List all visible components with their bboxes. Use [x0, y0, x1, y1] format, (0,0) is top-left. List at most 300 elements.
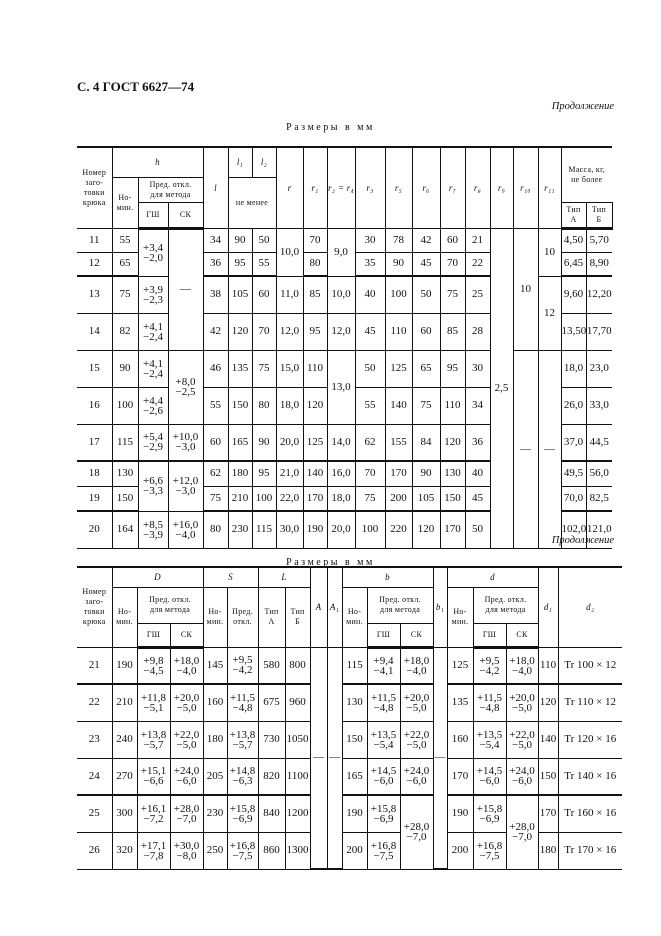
header-b1: b₁: [433, 567, 447, 647]
table-cell: 20,0: [327, 511, 355, 548]
table-cell: —: [310, 647, 327, 869]
table-cell: 800: [285, 647, 310, 684]
table-cell: +4,1 −2,4: [138, 313, 168, 350]
table-cell: 220: [385, 511, 412, 548]
header-r9: r₉: [490, 147, 513, 228]
table-cell: +11,5 −4,8: [473, 684, 506, 721]
table-cell: 100: [355, 511, 385, 548]
header-L: L: [258, 567, 310, 587]
header-r2r4: r₂ = r₄: [327, 147, 355, 228]
table-cell: —: [513, 350, 538, 548]
header-num: Номер заго- товки крюка: [77, 567, 112, 647]
header-sdev: Пред. откл.: [227, 587, 258, 647]
table-cell: 121,0: [586, 511, 612, 548]
blank-number-cell: 12: [77, 252, 112, 276]
table-cell: —: [168, 228, 203, 350]
header-gsh: ГШ: [137, 623, 170, 647]
blank-number-cell: 26: [77, 832, 112, 869]
blank-number-cell: 20: [77, 511, 112, 548]
table-cell: 170: [538, 795, 558, 832]
table-cell: +14,8 −6,3: [227, 758, 258, 795]
table-cell: 105: [412, 486, 440, 511]
header-gsh: ГШ: [367, 623, 400, 647]
table-cell: 110: [385, 313, 412, 350]
table-cell: +9,8 −4,5: [137, 647, 170, 684]
table-cell: 125: [385, 350, 412, 387]
table-cell: 34: [465, 387, 490, 424]
header-r3: r₃: [355, 147, 385, 228]
table-cell: 95: [440, 350, 465, 387]
header-r8: r₈: [465, 147, 490, 228]
table-cell: 60: [440, 228, 465, 252]
table-cell: +3,4 −2,0: [138, 228, 168, 276]
table-cell: 820: [258, 758, 285, 795]
table-cell: 180: [203, 721, 227, 758]
table-cell: 120: [412, 511, 440, 548]
table-cell: 230: [228, 511, 252, 548]
table-cell: 2,5: [490, 228, 513, 548]
header-sk: СК: [400, 623, 433, 647]
table-cell: 110: [303, 350, 327, 387]
table-cell: —: [433, 647, 447, 869]
table-cell: 90: [112, 350, 138, 387]
table-cell: +12,0 −3,0: [168, 461, 203, 511]
table-cell: 320: [112, 832, 137, 869]
table-cell: 164: [112, 511, 138, 548]
table-cell: 70: [440, 252, 465, 276]
table-cell: +24,0 −6,0: [170, 758, 203, 795]
table-cell: 65: [412, 350, 440, 387]
table-cell: 60: [252, 276, 276, 313]
blank-number-cell: 23: [77, 721, 112, 758]
table-cell: 75: [440, 276, 465, 313]
table-cell: 18,0: [561, 350, 586, 387]
table-cell: 55: [112, 228, 138, 252]
table-cell: 130: [112, 461, 138, 486]
table-cell: 150: [440, 486, 465, 511]
table-cell: 12,0: [327, 313, 355, 350]
table-cell: 62: [355, 424, 385, 461]
table-cell: 13,50: [561, 313, 586, 350]
table-cell: 125: [303, 424, 327, 461]
table-cell: 36: [465, 424, 490, 461]
header-d2: d₂: [558, 567, 622, 647]
table-cell: 55: [252, 252, 276, 276]
table-cell: 270: [112, 758, 137, 795]
table-cell: 70: [252, 313, 276, 350]
table-cell: Tr 100 × 12: [558, 647, 622, 684]
header-A1: A₁: [327, 567, 342, 647]
table-cell: 18,0: [276, 387, 303, 424]
table-cell: 75: [252, 350, 276, 387]
table-row: [77, 832, 622, 869]
table-cell: +17,1 −7,8: [137, 832, 170, 869]
blank-number-cell: 17: [77, 424, 112, 461]
header-mass: Масса, кг, не более: [561, 147, 612, 202]
table-cell: 730: [258, 721, 285, 758]
table-cell: 95: [252, 461, 276, 486]
table-cell: +16,8 −7,5: [227, 832, 258, 869]
table-cell: 190: [447, 795, 473, 832]
table-cell: 82,5: [586, 486, 612, 511]
continuation-label: Продолжение: [551, 535, 614, 546]
header-nom: Но- мин.: [112, 587, 137, 647]
table-cell: 90: [228, 228, 252, 252]
header-dev: Пред. откл. для метода: [473, 587, 538, 623]
table-row: [77, 684, 622, 721]
table-cell: +18,0 −4,0: [170, 647, 203, 684]
table-cell: 130: [440, 461, 465, 486]
table-cell: 180: [228, 461, 252, 486]
table-cell: 42: [203, 313, 228, 350]
table-cell: 10: [513, 228, 538, 350]
table-cell: 85: [440, 313, 465, 350]
table-cell: 80: [203, 511, 228, 548]
table-cell: 155: [385, 424, 412, 461]
blank-number-cell: 19: [77, 486, 112, 511]
table-cell: 28: [465, 313, 490, 350]
table-cell: 44,5: [586, 424, 612, 461]
blank-number-cell: 22: [77, 684, 112, 721]
table-cell: —: [538, 350, 561, 548]
table-cell: 70,0: [561, 486, 586, 511]
header-dev: Пред. откл. для метода: [138, 177, 203, 202]
table-cell: —: [327, 647, 342, 869]
table-cell: 33,0: [586, 387, 612, 424]
table-cell: 49,5: [561, 461, 586, 486]
table-cell: 21: [465, 228, 490, 252]
table-cell: +9,4 −4,1: [367, 647, 400, 684]
header-gsh: ГШ: [138, 202, 168, 228]
table-cell: 46: [203, 350, 228, 387]
table-cell: 150: [228, 387, 252, 424]
table-cell: 102,0: [561, 511, 586, 548]
table-cell: 55: [203, 387, 228, 424]
table-cell: 13,0: [327, 350, 355, 424]
table-cell: 4,50: [561, 228, 586, 252]
table-cell: 140: [385, 387, 412, 424]
header-typeB: Тип Б: [285, 587, 310, 647]
table-cell: 170: [447, 758, 473, 795]
table-cell: 37,0: [561, 424, 586, 461]
table-cell: 160: [203, 684, 227, 721]
table-cell: 145: [203, 647, 227, 684]
table-cell: 170: [303, 486, 327, 511]
table-cell: 120: [538, 684, 558, 721]
table-cell: 190: [303, 511, 327, 548]
header-nom: Но- мин.: [342, 587, 367, 647]
header-S: S: [203, 567, 258, 587]
table-cell: 42: [412, 228, 440, 252]
table-cell: 26,0: [561, 387, 586, 424]
table-cell: 150: [112, 486, 138, 511]
table-cell: +15,1 −6,6: [137, 758, 170, 795]
page-title: С. 4 ГОСТ 6627—74: [77, 79, 195, 94]
table-cell: 75: [355, 486, 385, 511]
table-cell: 40: [465, 461, 490, 486]
table-cell: 580: [258, 647, 285, 684]
header-d: d: [447, 567, 538, 587]
table-cell: +22,0 −5,0: [400, 721, 433, 758]
header-typeA: Тип А: [258, 587, 285, 647]
table-cell: 18,0: [327, 486, 355, 511]
table-cell: +28,0 −7,0: [506, 795, 538, 869]
table-cell: +24,0 −6,0: [400, 758, 433, 795]
table-cell: 120: [440, 424, 465, 461]
table-cell: 75: [112, 276, 138, 313]
table-cell: 150: [342, 721, 367, 758]
table-row: [77, 758, 622, 795]
table-cell: 170: [385, 461, 412, 486]
table-cell: 50: [252, 228, 276, 252]
table-cell: 840: [258, 795, 285, 832]
table-cell: +16,1 −7,2: [137, 795, 170, 832]
header-num: Номер заго- товки крюка: [77, 147, 112, 228]
table-cell: 30,0: [276, 511, 303, 548]
table-cell: 38: [203, 276, 228, 313]
table-cell: 160: [447, 721, 473, 758]
table-cell: 78: [385, 228, 412, 252]
table-cell: 50: [465, 511, 490, 548]
dimensions-table-1: [77, 146, 613, 549]
table-cell: 135: [447, 684, 473, 721]
table-cell: 90: [385, 252, 412, 276]
table-cell: +11,8 −5,1: [137, 684, 170, 721]
table-row: [77, 647, 622, 684]
header-dev: Пред. откл. для метода: [137, 587, 203, 623]
header-l1: l₁: [228, 147, 252, 177]
table-cell: 12,20: [586, 276, 612, 313]
table-cell: 190: [112, 647, 137, 684]
table-cell: 75: [203, 486, 228, 511]
header-A: A: [310, 567, 327, 647]
header-typeB: Тип Б: [586, 202, 612, 228]
table-cell: 115: [342, 647, 367, 684]
header-r5: r₅: [385, 147, 412, 228]
table-cell: 36: [203, 252, 228, 276]
table-cell: +24,0 −6,0: [506, 758, 538, 795]
table-cell: +13,5 −5,4: [367, 721, 400, 758]
table-cell: 115: [112, 424, 138, 461]
table-cell: 55: [355, 387, 385, 424]
table-cell: +11,5 −4,8: [227, 684, 258, 721]
table-cell: +20,0 −5,0: [506, 684, 538, 721]
table-cell: 17,70: [586, 313, 612, 350]
table-cell: 45: [355, 313, 385, 350]
table-cell: 85: [303, 276, 327, 313]
table-cell: 22,0: [276, 486, 303, 511]
table-cell: +11,5 −4,8: [367, 684, 400, 721]
table-cell: 60: [203, 424, 228, 461]
table-cell: +28,0 −7,0: [170, 795, 203, 832]
table-cell: Tr 120 × 16: [558, 721, 622, 758]
header-typeA: Тип А: [561, 202, 586, 228]
table-cell: 60: [412, 313, 440, 350]
table-cell: 125: [447, 647, 473, 684]
table-cell: 300: [112, 795, 137, 832]
table-cell: 240: [112, 721, 137, 758]
blank-number-cell: 24: [77, 758, 112, 795]
table-cell: 80: [252, 387, 276, 424]
continuation-label: Продолжение: [551, 101, 614, 112]
blank-number-cell: 14: [77, 313, 112, 350]
dimensions-note: Размеры в мм: [286, 122, 375, 133]
table-cell: 230: [203, 795, 227, 832]
table-cell: 15,0: [276, 350, 303, 387]
table-cell: 105: [228, 276, 252, 313]
table-cell: 140: [538, 721, 558, 758]
table-cell: +3,9 −2,3: [138, 276, 168, 313]
table-cell: +14,5 −6,0: [367, 758, 400, 795]
header-D: D: [112, 567, 203, 587]
table-cell: 150: [538, 758, 558, 795]
table-cell: 110: [440, 387, 465, 424]
table-cell: +28,0 −7,0: [400, 795, 433, 869]
table-cell: 30: [465, 350, 490, 387]
table-row: [77, 350, 612, 387]
table-cell: 180: [538, 832, 558, 869]
table-cell: 210: [228, 486, 252, 511]
table-cell: 56,0: [586, 461, 612, 486]
table-cell: 34: [203, 228, 228, 252]
table-cell: +16,8 −7,5: [473, 832, 506, 869]
table-cell: 12,0: [276, 313, 303, 350]
table-cell: 960: [285, 684, 310, 721]
table-cell: 8,90: [586, 252, 612, 276]
header-d1: d₁: [538, 567, 558, 647]
table-cell: 20,0: [276, 424, 303, 461]
table-cell: 35: [355, 252, 385, 276]
table-cell: +15,8 −6,9: [473, 795, 506, 832]
dimensions-table-2: [77, 566, 622, 870]
table-cell: 84: [412, 424, 440, 461]
table-cell: 205: [203, 758, 227, 795]
header-r: r: [276, 147, 303, 228]
table-cell: +20,0 −5,0: [400, 684, 433, 721]
table-cell: 100: [112, 387, 138, 424]
table-cell: 90: [252, 424, 276, 461]
table-cell: 40: [355, 276, 385, 313]
table-cell: 62: [203, 461, 228, 486]
table-cell: +5,4 −2,9: [138, 424, 168, 461]
table-cell: 22: [465, 252, 490, 276]
table-cell: 9,0: [327, 228, 355, 276]
table-cell: +4,4 −2,6: [138, 387, 168, 424]
table-cell: 11,0: [276, 276, 303, 313]
table-cell: +18,0 −4,0: [506, 647, 538, 684]
table-cell: 25: [465, 276, 490, 313]
table-cell: +30,0 −8,0: [170, 832, 203, 869]
table-cell: 10,0: [276, 228, 303, 276]
header-l: l: [203, 147, 228, 228]
table-cell: 675: [258, 684, 285, 721]
header-sk: СК: [168, 202, 203, 228]
table-cell: 170: [440, 511, 465, 548]
table-cell: 190: [342, 795, 367, 832]
blank-number-cell: 18: [77, 461, 112, 486]
table-cell: 45: [412, 252, 440, 276]
table-cell: 200: [342, 832, 367, 869]
header-r11: r₁₁: [538, 147, 561, 228]
header-r7: r₇: [440, 147, 465, 228]
table-cell: 75: [412, 387, 440, 424]
table-cell: 95: [303, 313, 327, 350]
table-cell: 6,45: [561, 252, 586, 276]
table-cell: +8,5 −3,9: [138, 511, 168, 548]
table-cell: +13,8 −5,7: [227, 721, 258, 758]
table-cell: 80: [303, 252, 327, 276]
dimensions-note: Размеры в мм: [286, 557, 375, 568]
table-cell: +14,5 −6,0: [473, 758, 506, 795]
table-row: [77, 721, 622, 758]
table-cell: 120: [303, 387, 327, 424]
table-cell: 70: [355, 461, 385, 486]
header-nom: Но- мин.: [112, 177, 138, 228]
table-cell: 120: [228, 313, 252, 350]
table-cell: 12: [538, 276, 561, 350]
table-cell: +16,8 −7,5: [367, 832, 400, 869]
table-cell: 130: [342, 684, 367, 721]
header-dev: Пред. откл. для метода: [367, 587, 433, 623]
table-cell: Tr 110 × 12: [558, 684, 622, 721]
header-r1: r₁: [303, 147, 327, 228]
table-cell: 50: [355, 350, 385, 387]
table-cell: 200: [385, 486, 412, 511]
blank-number-cell: 16: [77, 387, 112, 424]
table-cell: +15,8 −6,9: [367, 795, 400, 832]
table-cell: 860: [258, 832, 285, 869]
header-nom: Но- мин.: [447, 587, 473, 647]
table-cell: +9,5 −4,2: [227, 647, 258, 684]
header-h: h: [112, 147, 203, 177]
table-cell: 16,0: [327, 461, 355, 486]
table-cell: 100: [385, 276, 412, 313]
table-cell: +18,0 −4,0: [400, 647, 433, 684]
table-cell: 10,0: [327, 276, 355, 313]
table-cell: 100: [252, 486, 276, 511]
header-r10: r₁₀: [513, 147, 538, 228]
table-cell: 21,0: [276, 461, 303, 486]
blank-number-cell: 21: [77, 647, 112, 684]
blank-number-cell: 15: [77, 350, 112, 387]
table-cell: +13,5 −5,4: [473, 721, 506, 758]
header-gsh: ГШ: [473, 623, 506, 647]
table-cell: 30: [355, 228, 385, 252]
table-cell: Tr 140 × 16: [558, 758, 622, 795]
table-cell: 250: [203, 832, 227, 869]
table-cell: 95: [228, 252, 252, 276]
table-cell: Tr 170 × 16: [558, 832, 622, 869]
table-cell: +16,0 −4,0: [168, 511, 203, 548]
header-sk: СК: [170, 623, 203, 647]
table-row: [77, 795, 622, 832]
table-cell: 23,0: [586, 350, 612, 387]
table-cell: +13,8 −5,7: [137, 721, 170, 758]
table-cell: 110: [538, 647, 558, 684]
blank-number-cell: 25: [77, 795, 112, 832]
table-cell: 90: [412, 461, 440, 486]
table-cell: +8,0 −2,5: [168, 350, 203, 424]
header-row: [77, 147, 612, 177]
blank-number-cell: 13: [77, 276, 112, 313]
header-sk: СК: [506, 623, 538, 647]
table-cell: 82: [112, 313, 138, 350]
table-cell: +10,0 −3,0: [168, 424, 203, 461]
header-nom: Но- мин.: [203, 587, 227, 647]
table-cell: 200: [447, 832, 473, 869]
table-cell: 50: [412, 276, 440, 313]
table-cell: 10: [538, 228, 561, 276]
